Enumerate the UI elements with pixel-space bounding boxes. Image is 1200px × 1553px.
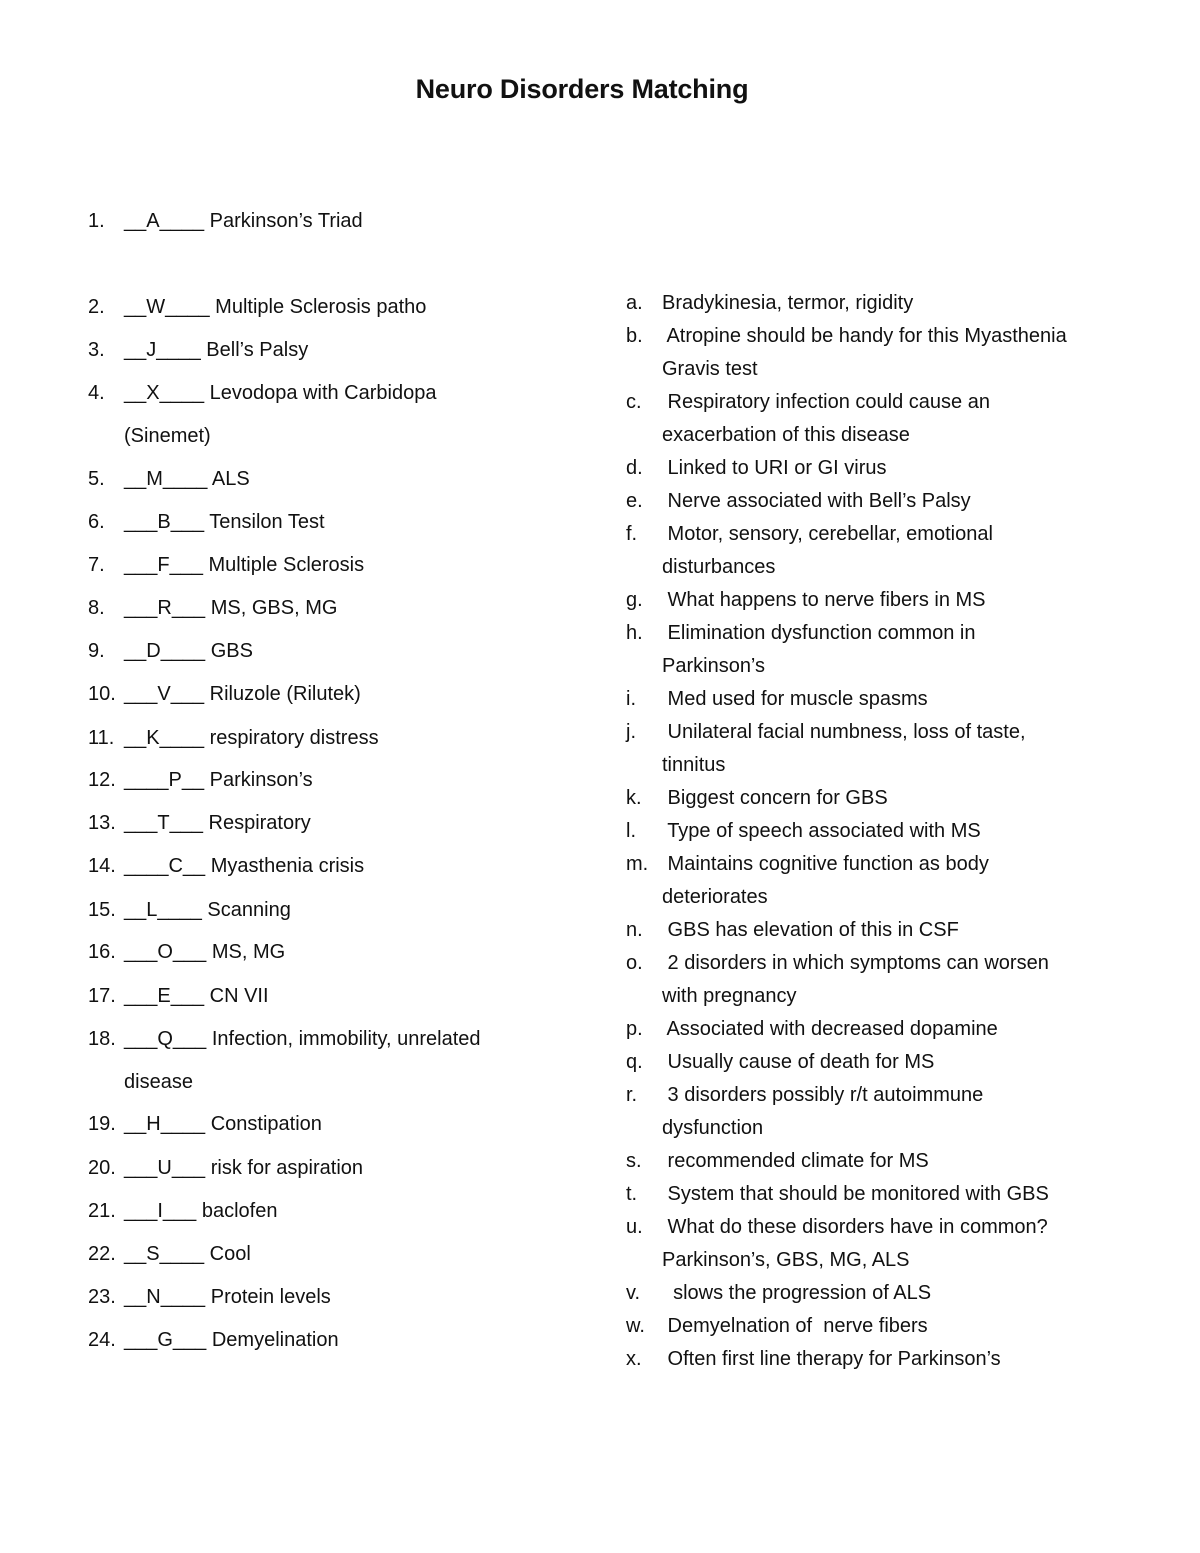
question-text: ____P__ Parkinson’s xyxy=(124,769,313,791)
question-number: 11. xyxy=(88,727,115,749)
answer-item xyxy=(626,683,928,716)
question-item xyxy=(88,1103,322,1146)
question-item xyxy=(88,200,363,243)
answer-text: What happens to nerve fibers in MS xyxy=(662,589,986,611)
answer-item xyxy=(626,914,959,947)
question-text: ___F___ Multiple Sclerosis xyxy=(124,554,365,576)
answer-text: Biggest concern for GBS xyxy=(662,787,888,809)
answer-item xyxy=(626,716,1026,749)
answer-text: Unilateral facial numbness, loss of taste, xyxy=(662,721,1026,743)
question-text: ___R___ MS, GBS, MG xyxy=(124,597,338,619)
answer-text-continuation: tinnitus xyxy=(662,754,726,776)
answer-text: System that should be monitored with GBS xyxy=(662,1183,1049,1205)
answer-text: What do these disorders have in common? xyxy=(662,1216,1048,1238)
question-text: __X____ Levodopa with Carbidopa xyxy=(124,382,437,404)
question-text: __K____ respiratory distress xyxy=(124,727,379,749)
question-text: ___B___ Tensilon Test xyxy=(124,511,325,533)
question-item xyxy=(88,458,250,501)
answer-text: Often first line therapy for Parkinson’s xyxy=(662,1348,1001,1370)
answer-letter: n. xyxy=(626,919,643,941)
answer-letter: o. xyxy=(626,952,643,974)
answer-letter: b. xyxy=(626,325,643,347)
question-item xyxy=(88,1147,363,1190)
answer-text: Elimination dysfunction common in xyxy=(662,622,976,644)
answer-item xyxy=(626,815,981,848)
question-text: ___T___ Respiratory xyxy=(124,812,311,834)
answer-text: Associated with decreased dopamine xyxy=(662,1018,998,1040)
answer-text-continuation: Parkinson’s xyxy=(662,655,766,677)
answer-item xyxy=(626,485,971,518)
question-number: 23. xyxy=(88,1286,116,1308)
answer-letter: f. xyxy=(626,523,638,545)
question-number: 22. xyxy=(88,1243,116,1265)
answer-letter: u. xyxy=(626,1216,643,1238)
question-text: __H____ Constipation xyxy=(124,1113,322,1135)
question-number: 17. xyxy=(88,985,116,1007)
question-text: __M____ ALS xyxy=(124,468,250,490)
question-item xyxy=(88,1319,339,1362)
question-text: ___V___ Riluzole (Rilutek) xyxy=(124,683,361,705)
answer-item xyxy=(626,782,888,815)
answer-letter: k. xyxy=(626,787,642,809)
question-number: 8. xyxy=(88,597,105,619)
question-number: 19. xyxy=(88,1113,116,1135)
question-item xyxy=(88,975,269,1018)
question-number: 24. xyxy=(88,1329,116,1351)
answer-text-continuation: disturbances xyxy=(662,556,776,578)
answer-letter: q. xyxy=(626,1051,643,1073)
answer-letter: g. xyxy=(626,589,643,611)
question-number: 13. xyxy=(88,812,116,834)
answer-letter: t. xyxy=(626,1183,638,1205)
answer-letter: l. xyxy=(626,820,636,842)
question-number: 18. xyxy=(88,1028,116,1050)
question-text: ____C__ Myasthenia crisis xyxy=(124,855,365,877)
answer-item xyxy=(626,1178,1049,1211)
question-number: 12. xyxy=(88,769,116,791)
page-title: Neuro Disorders Matching xyxy=(415,74,749,104)
answer-item xyxy=(626,617,975,650)
question-number: 10. xyxy=(88,683,116,705)
question-item xyxy=(88,501,325,544)
answer-letter: i. xyxy=(626,688,636,710)
question-item xyxy=(88,1018,481,1061)
question-item xyxy=(88,673,361,716)
question-text: __A____ Parkinson’s Triad xyxy=(124,210,363,232)
answer-item xyxy=(626,1343,1001,1376)
answer-letter: s. xyxy=(626,1150,642,1172)
answer-text: Med used for muscle spasms xyxy=(662,688,928,710)
answer-letter: h. xyxy=(626,622,643,644)
answer-letter: x. xyxy=(626,1348,642,1370)
question-number: 6. xyxy=(88,511,105,533)
answer-letter: a. xyxy=(626,292,643,314)
answer-text-continuation: with pregnancy xyxy=(662,985,797,1007)
question-text: __S____ Cool xyxy=(124,1243,251,1265)
question-number: 14. xyxy=(88,855,116,877)
answer-text-continuation: Parkinson’s, GBS, MG, ALS xyxy=(662,1249,910,1271)
question-number: 9. xyxy=(88,640,105,662)
question-number: 2. xyxy=(88,296,105,318)
answer-text: 3 disorders possibly r/t autoimmune xyxy=(662,1084,984,1106)
question-item xyxy=(88,717,379,760)
answer-item xyxy=(626,1310,928,1343)
answer-letter: c. xyxy=(626,391,642,413)
question-item xyxy=(88,802,311,845)
question-text: ___O___ MS, MG xyxy=(124,941,286,963)
question-text: __D____ GBS xyxy=(124,640,253,662)
question-number: 20. xyxy=(88,1157,116,1179)
answer-item xyxy=(626,848,989,881)
answer-text: Linked to URI or GI virus xyxy=(662,457,887,479)
question-item xyxy=(88,544,364,587)
answer-item xyxy=(626,1277,931,1310)
question-text: ___Q___ Infection, immobility, unrelated xyxy=(124,1028,481,1050)
answer-text: recommended climate for MS xyxy=(662,1150,929,1172)
question-item xyxy=(88,889,291,932)
answer-item xyxy=(626,1079,983,1112)
question-number: 21. xyxy=(88,1200,116,1222)
answer-text-continuation: dysfunction xyxy=(662,1117,764,1139)
answer-item xyxy=(626,584,986,617)
question-number: 3. xyxy=(88,339,105,361)
question-text: __J____ Bell’s Palsy xyxy=(124,339,309,361)
answer-letter: m. xyxy=(626,853,649,875)
question-text: ___G___ Demyelination xyxy=(124,1329,339,1351)
answer-item xyxy=(626,320,1067,353)
question-text: __L____ Scanning xyxy=(124,899,291,921)
answer-text: GBS has elevation of this in CSF xyxy=(662,919,959,941)
answer-item xyxy=(626,947,1049,980)
question-number: 15. xyxy=(88,899,116,921)
question-text: ___I___ baclofen xyxy=(124,1200,278,1222)
answer-text: Respiratory infection could cause an xyxy=(662,391,990,413)
answer-text: Nerve associated with Bell’s Palsy xyxy=(662,490,971,512)
answer-item xyxy=(626,1013,998,1046)
answer-text: Atropine should be handy for this Myasthenia xyxy=(662,325,1067,347)
question-item xyxy=(88,630,253,673)
question-number: 1. xyxy=(88,210,105,232)
question-item xyxy=(88,1276,331,1319)
answer-item xyxy=(626,1145,929,1178)
question-item xyxy=(88,1233,251,1276)
answer-text-continuation: deteriorates xyxy=(662,886,768,908)
answer-letter: w. xyxy=(626,1315,645,1337)
answer-letter: v. xyxy=(626,1282,641,1304)
answer-letter: d. xyxy=(626,457,643,479)
answer-item xyxy=(626,287,913,320)
question-number: 16. xyxy=(88,941,116,963)
question-text: ___E___ CN VII xyxy=(124,985,269,1007)
question-item xyxy=(88,286,426,329)
answer-text: slows the progression of ALS xyxy=(662,1282,932,1304)
answer-text-continuation: exacerbation of this disease xyxy=(662,424,910,446)
question-text: __W____ Multiple Sclerosis patho xyxy=(124,296,427,318)
question-text-continuation: disease xyxy=(124,1071,193,1093)
answer-text: Maintains cognitive function as body xyxy=(662,853,989,875)
answer-letter: r. xyxy=(626,1084,638,1106)
answer-text: Type of speech associated with MS xyxy=(662,820,981,842)
question-text: ___U___ risk for aspiration xyxy=(124,1157,364,1179)
question-text-continuation: (Sinemet) xyxy=(124,425,211,447)
answer-letter: e. xyxy=(626,490,643,512)
answer-item xyxy=(626,1046,934,1079)
answer-text: Motor, sensory, cerebellar, emotional xyxy=(662,523,993,545)
question-number: 5. xyxy=(88,468,105,490)
question-item xyxy=(88,1190,277,1233)
answer-letter: p. xyxy=(626,1018,643,1040)
answer-item xyxy=(626,386,990,419)
question-item xyxy=(88,759,313,802)
question-item xyxy=(88,587,337,630)
answer-text: Demyelnation of nerve fibers xyxy=(662,1315,928,1337)
question-item xyxy=(88,329,308,372)
question-item xyxy=(88,931,285,974)
answer-item xyxy=(626,452,887,485)
answer-item xyxy=(626,518,993,551)
answer-text: Bradykinesia, termor, rigidity xyxy=(662,292,914,314)
answer-text: Usually cause of death for MS xyxy=(662,1051,935,1073)
answer-letter: j. xyxy=(626,721,636,743)
question-number: 7. xyxy=(88,554,105,576)
answer-text-continuation: Gravis test xyxy=(662,358,758,380)
question-text: __N____ Protein levels xyxy=(124,1286,331,1308)
answer-text: 2 disorders in which symptoms can worsen xyxy=(662,952,1049,974)
question-item xyxy=(88,372,436,415)
question-item xyxy=(88,845,364,888)
question-number: 4. xyxy=(88,382,105,404)
answer-item xyxy=(626,1211,1048,1244)
